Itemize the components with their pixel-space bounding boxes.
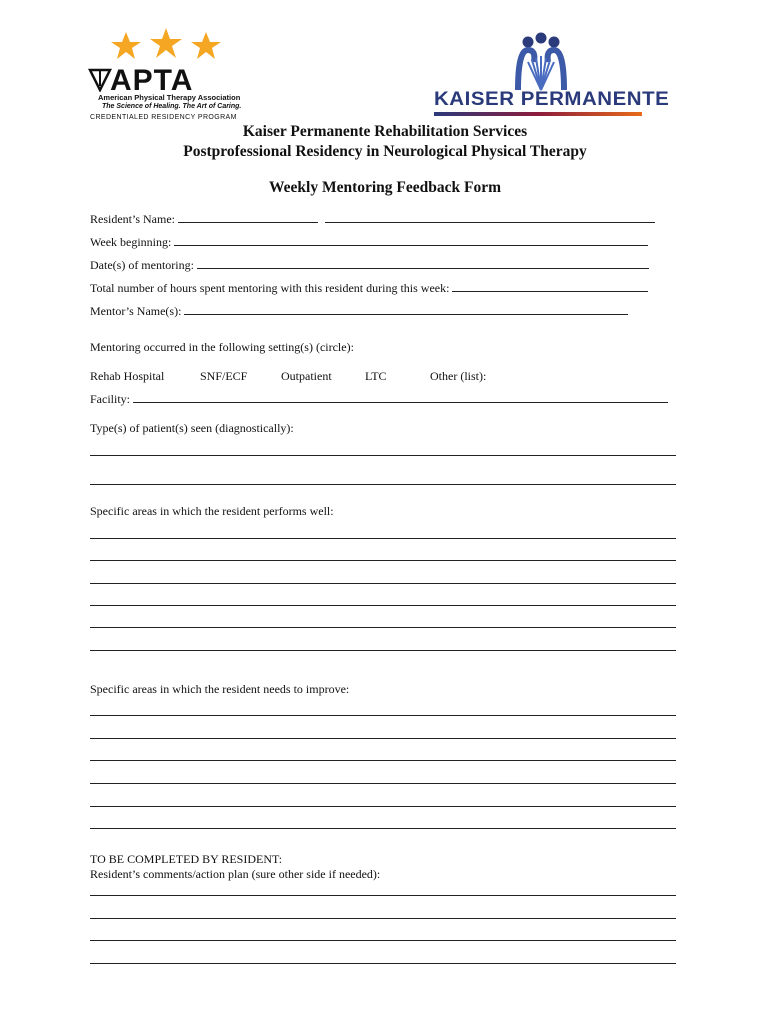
kaiser-color-bar xyxy=(434,112,642,116)
apta-wordmark: APTA xyxy=(110,64,194,97)
dates-label: Date(s) of mentoring: xyxy=(90,258,194,272)
apta-logo xyxy=(88,24,260,124)
facility-label: Facility: xyxy=(90,392,130,406)
performs-well-line[interactable] xyxy=(90,650,676,651)
stars-icon xyxy=(106,26,226,66)
needs-improve-line[interactable] xyxy=(90,828,676,829)
patient-types-label: Type(s) of patient(s) seen (diagnostically): xyxy=(90,421,294,435)
needs-improve-line[interactable] xyxy=(90,738,676,739)
resident-comments-line[interactable] xyxy=(90,940,676,941)
needs-improve-label: Specific areas in which the resident needs to improve: xyxy=(90,682,350,696)
needs-improve-line[interactable] xyxy=(90,806,676,807)
residents-last-name-field[interactable] xyxy=(325,212,655,223)
resident-comments-line[interactable] xyxy=(90,895,676,896)
patient-types-line[interactable] xyxy=(90,484,676,485)
residents-name-row xyxy=(90,212,655,227)
resident-section-heading: TO BE COMPLETED BY RESIDENT: xyxy=(90,852,283,866)
dates-field[interactable] xyxy=(197,258,649,269)
setting-option-snf-ecf[interactable]: SNF/ECF xyxy=(200,369,248,383)
setting-option-ltc[interactable]: LTC xyxy=(365,369,387,383)
kaiser-wordmark: KAISER PERMANENTE xyxy=(434,88,670,110)
needs-improve-line[interactable] xyxy=(90,783,676,784)
residents-first-name-field[interactable] xyxy=(178,212,318,223)
patient-types-line[interactable] xyxy=(90,455,676,456)
apta-tagline: The Science of Healing. The Art of Caring. xyxy=(102,103,242,110)
facility-field[interactable] xyxy=(133,392,668,403)
total-hours-label: Total number of hours spent mentoring with this resident during this week: xyxy=(90,281,450,295)
performs-well-line[interactable] xyxy=(90,583,676,584)
total-hours-field[interactable] xyxy=(452,281,648,292)
performs-well-line[interactable] xyxy=(90,560,676,561)
performs-well-line[interactable] xyxy=(90,627,676,628)
form-title: Weekly Mentoring Feedback Form xyxy=(268,179,502,196)
week-beginning-label: Week beginning: xyxy=(90,235,172,249)
performs-well-label: Specific areas in which the resident performs well: xyxy=(90,504,334,518)
week-beginning-field[interactable] xyxy=(174,235,648,246)
resident-comments-line[interactable] xyxy=(90,963,676,964)
people-icon xyxy=(510,32,572,94)
total-hours-row xyxy=(90,281,648,296)
resident-comments-line[interactable] xyxy=(90,918,676,919)
program-title: Postprofessional Residency in Neurological Physical Therapy xyxy=(183,143,587,160)
residents-name-label: Resident’s Name: xyxy=(90,212,175,226)
facility-row xyxy=(90,392,668,407)
mentors-names-label: Mentor’s Name(s): xyxy=(90,304,182,318)
kaiser-permanente-logo xyxy=(432,32,670,122)
mentors-names-row xyxy=(90,304,628,319)
setting-option-outpatient[interactable]: Outpatient xyxy=(281,369,332,383)
setting-option-rehab-hospital[interactable]: Rehab Hospital xyxy=(90,369,165,383)
needs-improve-line[interactable] xyxy=(90,760,676,761)
mentors-names-field[interactable] xyxy=(184,304,628,315)
apta-association-name: American Physical Therapy Association xyxy=(98,93,241,102)
apta-emblem-icon xyxy=(88,66,112,92)
dates-row xyxy=(90,258,649,273)
setting-option-other[interactable]: Other (list): xyxy=(430,369,487,383)
resident-comments-label: Resident’s comments/action plan (sure other side if needed): xyxy=(90,867,381,881)
performs-well-line[interactable] xyxy=(90,538,676,539)
performs-well-line[interactable] xyxy=(90,605,676,606)
needs-improve-line[interactable] xyxy=(90,715,676,716)
week-beginning-row xyxy=(90,235,648,250)
organization-title: Kaiser Permanente Rehabilitation Services xyxy=(242,123,528,140)
apta-program-label: CREDENTIALED RESIDENCY PROGRAM xyxy=(90,114,237,121)
setting-prompt: Mentoring occurred in the following setting(s) (circle): xyxy=(90,340,354,354)
